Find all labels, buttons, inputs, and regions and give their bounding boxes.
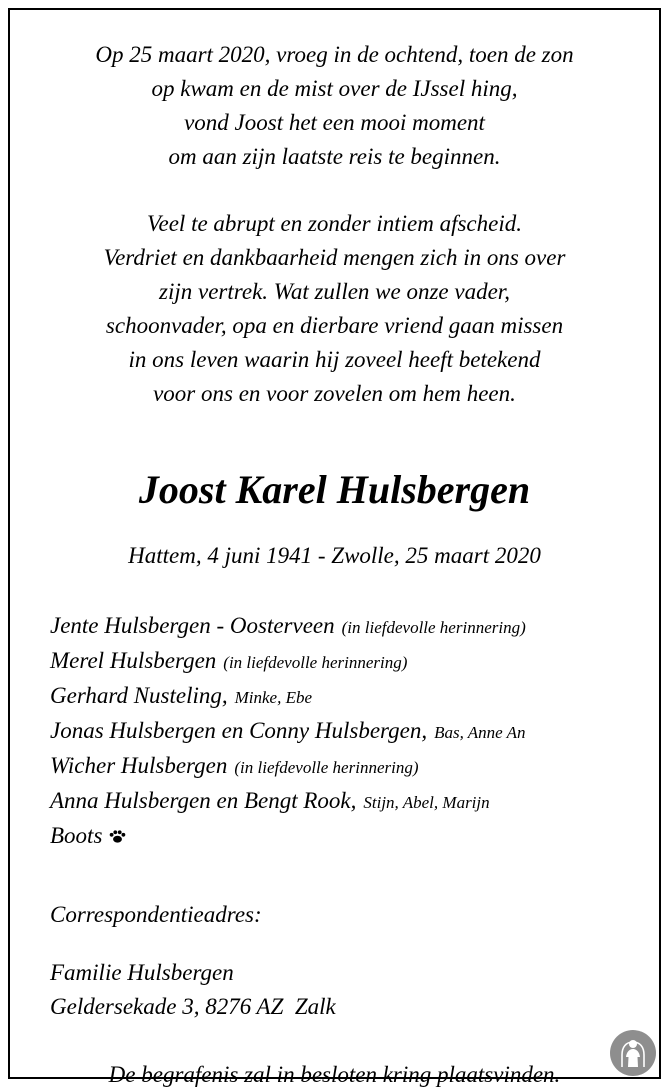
family-member-note: (in liefdevolle herinnering)	[234, 758, 419, 777]
birth-death-dates: Hattem, 4 juni 1941 - Zwolle, 25 maart 2020	[128, 543, 541, 568]
paw-print-icon	[109, 828, 126, 844]
border-frame	[8, 8, 661, 1087]
family-member-line	[50, 714, 629, 749]
text-line: Op 25 maart 2020, vroeg in de ochtend, toen de zon	[95, 42, 574, 67]
text-line: Verdriet en dankbaarheid mengen zich in ons over	[103, 245, 566, 270]
family-member-line	[50, 679, 629, 714]
family-member-name: Jente Hulsbergen - Oosterveen	[50, 613, 335, 638]
text-line: op kwam en de mist over de IJssel hing,	[151, 76, 518, 101]
text-line: in ons leven waarin hij zoveel heeft betekend	[128, 347, 541, 372]
opening-paragraph	[40, 38, 629, 174]
funeral-notice: De begrafenis zal in besloten kring plaatsvinden.	[108, 1062, 561, 1087]
family-member-note: (in liefdevolle herinnering)	[341, 618, 526, 637]
family-member-name: Anna Hulsbergen en Bengt Rook,	[50, 788, 357, 813]
text-line: schoonvader, opa en dierbare vriend gaan missen	[105, 313, 564, 338]
correspondence-family-name: Familie Hulsbergen	[50, 960, 234, 985]
family-member-line	[50, 749, 629, 784]
text-line: voor ons en voor zovelen om hem heen.	[153, 381, 516, 406]
family-member-note: Stijn, Abel, Marijn	[363, 793, 490, 812]
correspondence-address-block	[50, 956, 629, 1024]
family-member-line	[50, 819, 629, 852]
family-member-line	[50, 609, 629, 644]
family-member-line	[50, 784, 629, 819]
family-list	[50, 609, 629, 852]
tribute-paragraph	[40, 207, 629, 411]
family-member-note: Minke, Ebe	[234, 688, 313, 707]
family-member-name: Merel Hulsbergen	[50, 648, 217, 673]
deceased-name: Joost Karel Hulsbergen	[138, 467, 531, 512]
family-member-name: Wicher Hulsbergen	[50, 753, 228, 778]
text-line: Veel te abrupt en zonder intiem afscheid.	[147, 211, 522, 236]
family-member-line	[50, 644, 629, 679]
memorial-publisher-logo	[609, 1029, 657, 1077]
text-line: om aan zijn laatste reis te beginnen.	[168, 144, 501, 169]
text-line: vond Joost het een mooi moment	[184, 110, 485, 135]
text-line: zijn vertrek. Wat zullen we onze vader,	[159, 279, 510, 304]
family-member-name: Boots	[50, 823, 103, 848]
family-member-name: Jonas Hulsbergen en Conny Hulsbergen,	[50, 718, 428, 743]
correspondence-street-address: Geldersekade 3, 8276 AZ Zalk	[50, 994, 336, 1019]
family-member-name: Gerhard Nusteling,	[50, 683, 228, 708]
correspondence-label: Correspondentieadres:	[50, 902, 262, 927]
family-member-note: Bas, Anne An	[434, 723, 526, 742]
family-member-note: (in liefdevolle herinnering)	[223, 653, 408, 672]
correspondence-section	[50, 898, 629, 1024]
